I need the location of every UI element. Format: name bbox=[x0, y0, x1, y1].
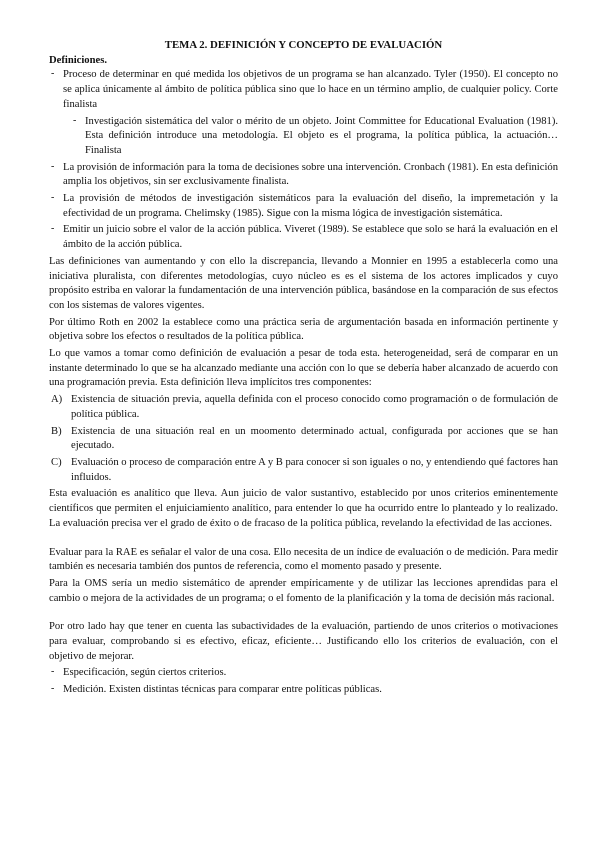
paragraph: Las definiciones van aumentando y con ello la discrepancia, llevando a Monnier en 1995 a establecerla como una iniciativa pluralista, con diferentes metodologías, cuyo núcleo es es el sistema de los actores implicados y cuyo propósito estriba en valorar la fundamentación de una intervención pública, basándose en la comparación de sus efectos con los sistemas de valores vigentes. bbox=[49, 255, 558, 311]
subactivity-item bbox=[49, 666, 558, 681]
component-mark: C) bbox=[51, 456, 62, 468]
subdefinition-item bbox=[71, 115, 558, 159]
components-list bbox=[49, 393, 558, 485]
section-heading: Definiciones. bbox=[49, 54, 107, 66]
definition-text: La provisión de métodos de investigación sistemáticos para la evaluación del diseño, la impremetación y la efectividad de un programa. Chelimsky (1985). Sigue con la misma lógica de investigación sistemática. bbox=[63, 193, 558, 219]
definition-item bbox=[49, 161, 558, 190]
subdefinition-text: Investigación sistemática del valor o mérito de un objeto. Joint Committee for Educational Evaluation (1981). Esta definición introduce una metodología. El objeto es el programa, la política pública, la actuación… Finalista bbox=[85, 115, 558, 156]
component-text: Evaluación o proceso de comparación entre A y B para conocer si son iguales o no, y entendiendo qué factores han influidos. bbox=[71, 456, 558, 483]
component-text: Existencia de una situación real en un moomento determinado actual, configurada por acciones que se han ejecutado. bbox=[71, 425, 558, 452]
definitions-list bbox=[49, 68, 558, 112]
definition-text: Proceso de determinar en qué medida los objetivos de un programa se han alcanzado. Tyler (1950). El concepto no se aplica únicamente al ámbito de política pública sino que lo hace en un término amplio, de cualquier policy. Corte finalista bbox=[63, 69, 558, 110]
definitions-list-continued bbox=[49, 161, 558, 253]
subactivity-item bbox=[49, 683, 558, 698]
paragraph: Lo que vamos a tomar como definición de evaluación a pesar de toda esta. heterogeneidad, será de comparar en un instante determinado lo que se ha alcanzado mediante una acción con lo que se debería haber alcanzado de acuerdo con una programación previa. Esta definición lleva implícitos tres componentes: bbox=[49, 348, 558, 389]
subactivity-text: Medición. Existen distintas técnicas para comparar entre políticas públicas. bbox=[63, 684, 382, 696]
definition-item bbox=[49, 192, 558, 221]
document-title: TEMA 2. DEFINICIÓN Y CONCEPTO DE EVALUACIÓN bbox=[164, 39, 443, 51]
component-item bbox=[49, 425, 558, 454]
definition-text: Emitir un juicio sobre el valor de la acción pública. Viveret (1989). Se establece que solo se hará la evaluación en el ámbito de la acción pública. bbox=[63, 224, 558, 251]
component-text: Existencia de situación previa, aquella definida con el proceso conocido como programación o de formulación de política pública. bbox=[71, 394, 558, 420]
component-item bbox=[49, 456, 558, 485]
paragraph: Evaluar para la RAE es señalar el valor de una cosa. Ello necesita de un índice de evaluación o de medición. Para medir también es necesaria también dos puntos de referencia, como el momento pasado y presente. bbox=[49, 546, 558, 573]
paragraph: Por último Roth en 2002 la establece como una práctica seria de argumentación basada en información pertinente y objetiva sobre los efectos o resultados de la política pública. bbox=[49, 316, 558, 343]
subactivities-list bbox=[49, 666, 558, 697]
definition-text: La provisión de información para la toma de decisiones sobre una intervención. Cronbach (1981). En esta definición amplia los objetivos, sin ser exclusivamente finalista. bbox=[63, 161, 558, 188]
paragraph: Esta evaluación es analítico que lleva. Aun juicio de valor sustantivo, establecido por unos criterios eminentemente científicos que permiten el enjuiciamiento analítico, para entender lo que ha ocurrido entre lo planteado y lo realizado. La evaluación precisa ver el grado de éxito o de fracaso de la política pública, revelando la efectividad de las acciones. bbox=[49, 488, 558, 529]
paragraph: Por otro lado hay que tener en cuenta las subactividades de la evaluación, partiendo de unos criterios o motivaciones para evaluar, comprobando si es efectivo, eficaz, eficiente… Justificando ello los criterios de evaluación, con el objetivo de mejorar. bbox=[49, 621, 558, 662]
subactivity-text: Especificación, según ciertos criterios. bbox=[63, 667, 227, 679]
definition-item bbox=[49, 68, 558, 112]
component-mark: A) bbox=[51, 394, 63, 406]
spacer bbox=[49, 534, 558, 546]
component-item bbox=[49, 393, 558, 422]
spacer bbox=[49, 608, 558, 620]
definition-item bbox=[49, 223, 558, 252]
subdefinition-list bbox=[71, 115, 558, 159]
component-mark: B) bbox=[51, 425, 62, 437]
paragraph: Para la OMS sería un medio sistemático de aprender empíricamente y de utilizar las lecciones aprendidas para el cambio o mejora de la actividades de un programa; o el fomento de la planificación y la toma de decisión más racional. bbox=[49, 577, 558, 604]
